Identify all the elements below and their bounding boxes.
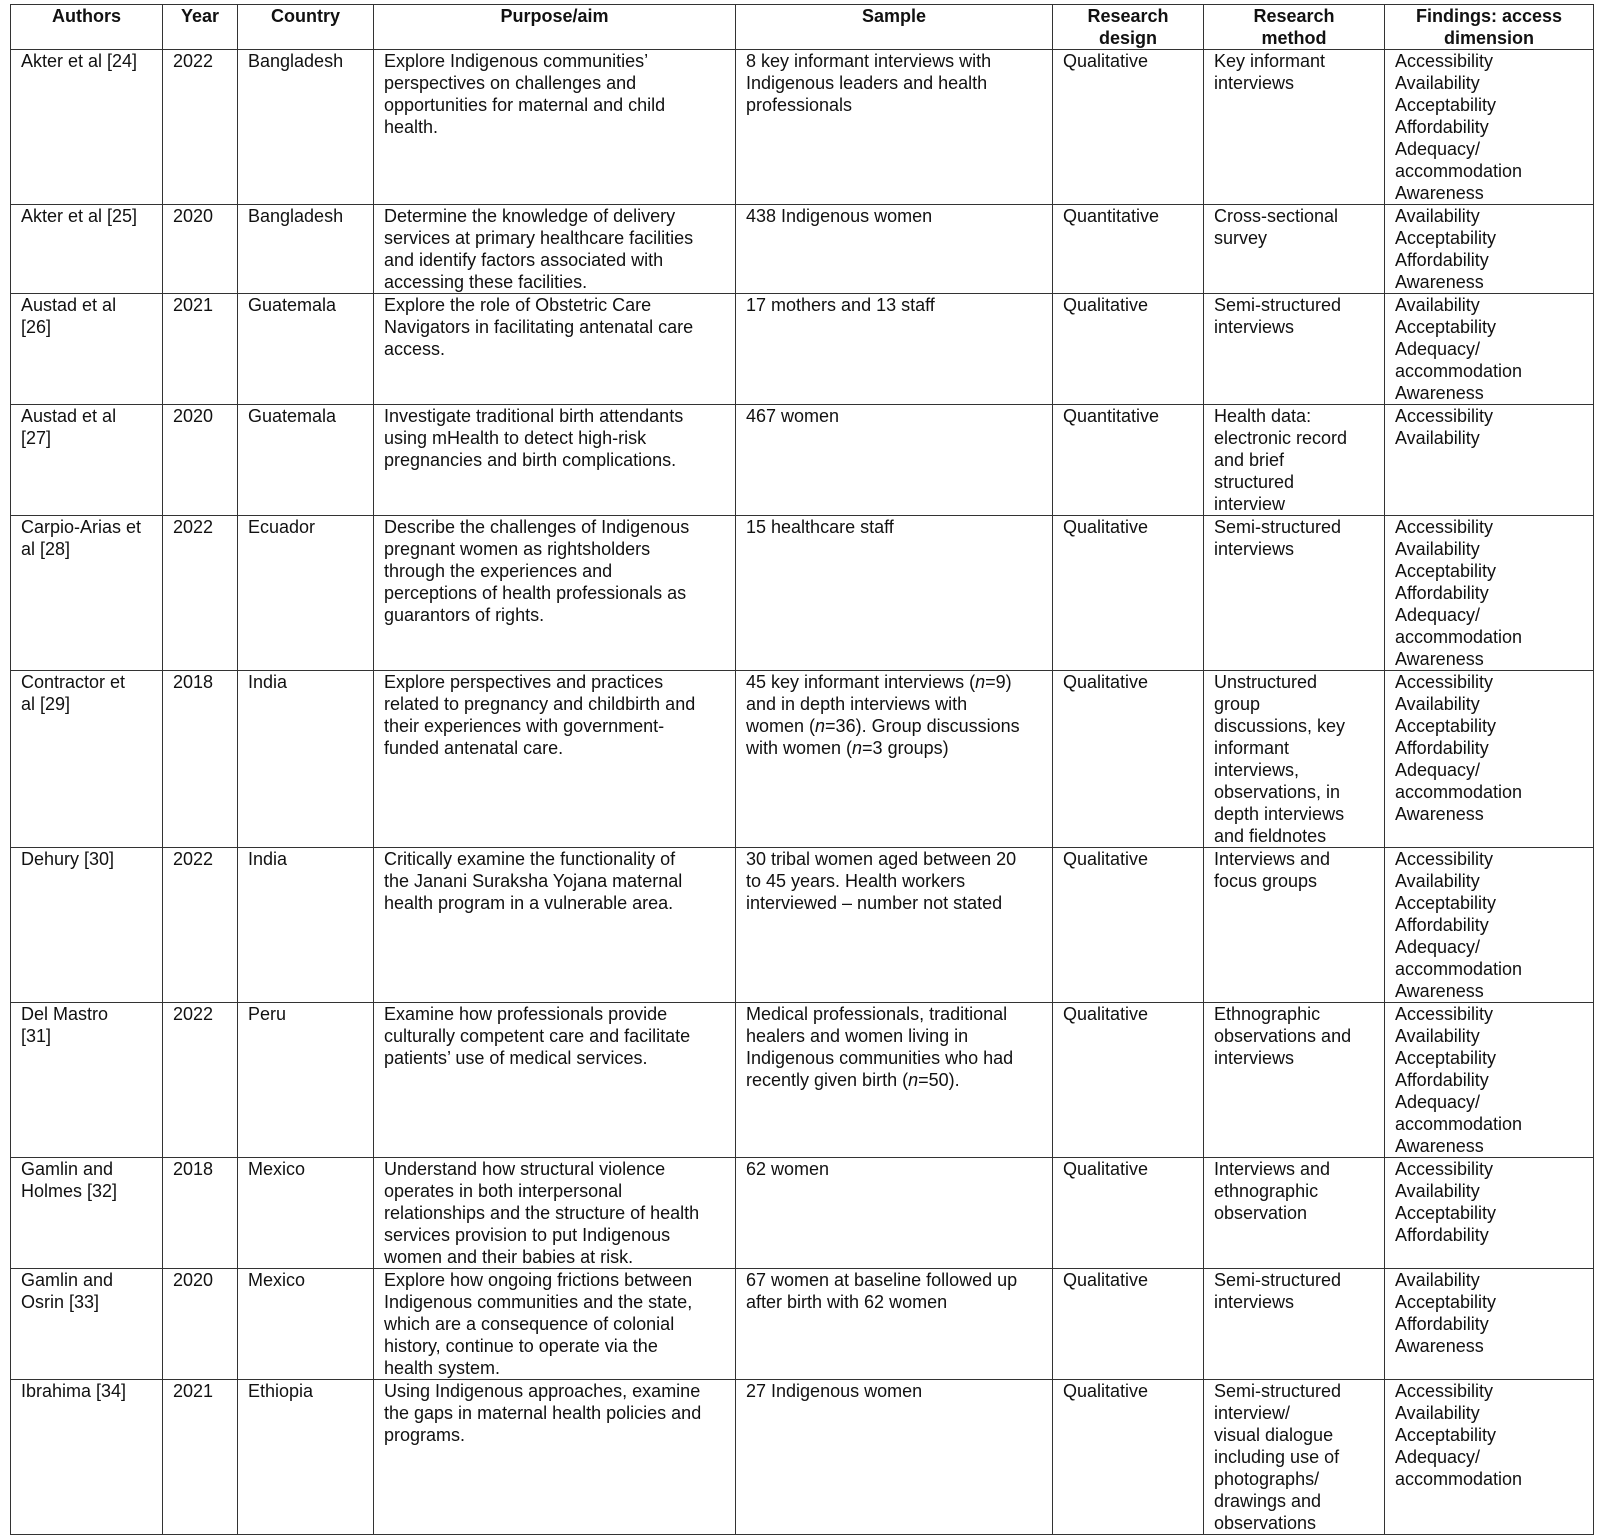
cell-authors <box>11 205 163 294</box>
findings-line: Acceptability <box>1395 893 1497 913</box>
purpose-line: Explore how ongoing frictions between <box>384 1270 693 1290</box>
header-purpose: Purpose/aim <box>374 5 736 50</box>
purpose-line: using mHealth to detect high-risk <box>384 428 647 448</box>
cell-sample <box>736 205 1053 294</box>
table-row <box>11 1003 1594 1158</box>
cell-authors <box>11 50 163 205</box>
findings-line: Availability <box>1395 206 1480 226</box>
purpose-line: through the experiences and <box>384 561 613 581</box>
cell-findings <box>1385 1269 1594 1380</box>
authors-line: Akter et al [24] <box>21 51 138 71</box>
cell-purpose <box>374 405 736 516</box>
cell-purpose <box>374 1003 736 1158</box>
findings-line: accommodation <box>1395 627 1523 647</box>
authors-line: Gamlin and <box>21 1159 114 1179</box>
cell-findings <box>1385 405 1594 516</box>
cell-design: Qualitative <box>1053 1158 1204 1269</box>
findings-line: Acceptability <box>1395 1203 1497 1223</box>
sample-line: women (n=36). Group discussions <box>746 716 1020 736</box>
cell-sample <box>736 516 1053 671</box>
cell-purpose <box>374 671 736 848</box>
purpose-line: and identify factors associated with <box>384 250 664 270</box>
purpose-line: relationships and the structure of health <box>384 1203 700 1223</box>
cell-design: Qualitative <box>1053 1380 1204 1535</box>
method-line: Cross-sectional <box>1214 206 1339 226</box>
cell-findings <box>1385 516 1594 671</box>
sample-line: healers and women living in <box>746 1026 969 1046</box>
findings-line: Adequacy/ <box>1395 1447 1481 1467</box>
method-line: photographs/ <box>1214 1469 1320 1489</box>
method-line: interview/ <box>1214 1403 1291 1423</box>
findings-line: Availability <box>1395 73 1480 93</box>
findings-line: Availability <box>1395 1181 1480 1201</box>
sample-line: and in depth interviews with <box>746 694 968 714</box>
cell-sample <box>736 50 1053 205</box>
method-line: electronic record <box>1214 428 1348 448</box>
method-line: informant <box>1214 738 1290 758</box>
cell-country: Bangladesh <box>238 50 374 205</box>
findings-line: Acceptability <box>1395 95 1497 115</box>
findings-line: Affordability <box>1395 915 1489 935</box>
findings-line: Adequacy/ <box>1395 937 1481 957</box>
purpose-line: opportunities for maternal and child <box>384 95 666 115</box>
cell-authors <box>11 1380 163 1535</box>
purpose-line: the Janani Suraksha Yojana maternal <box>384 871 683 891</box>
cell-authors <box>11 405 163 516</box>
header-method <box>1204 5 1385 50</box>
header-findings-line: Findings: access <box>1415 6 1563 26</box>
method-line: Semi-structured <box>1214 1270 1342 1290</box>
findings-line: Affordability <box>1395 738 1489 758</box>
method-line: including use of <box>1214 1447 1340 1467</box>
cell-method <box>1204 50 1385 205</box>
findings-line: Accessibility <box>1395 849 1494 869</box>
authors-line: [27] <box>21 428 52 448</box>
purpose-line: Critically examine the functionality of <box>384 849 676 869</box>
header-design-line: Research <box>1087 6 1169 26</box>
cell-method <box>1204 516 1385 671</box>
method-line: Interviews and <box>1214 849 1331 869</box>
cell-year: 2022 <box>163 848 238 1003</box>
method-line: Semi-structured <box>1214 1381 1342 1401</box>
purpose-line: Examine how professionals provide <box>384 1004 668 1024</box>
authors-line: Carpio-Arias et <box>21 517 142 537</box>
cell-design: Qualitative <box>1053 294 1204 405</box>
authors-line: Austad et al <box>21 295 117 315</box>
purpose-line: accessing these facilities. <box>384 272 588 292</box>
cell-method <box>1204 1269 1385 1380</box>
cell-purpose <box>374 516 736 671</box>
findings-line: Acceptability <box>1395 228 1497 248</box>
header-country: Country <box>238 5 374 50</box>
method-line: Ethnographic <box>1214 1004 1321 1024</box>
cell-sample <box>736 1158 1053 1269</box>
method-line: Interviews and <box>1214 1159 1331 1179</box>
header-method-line: Research <box>1253 6 1335 26</box>
method-line: survey <box>1214 228 1268 248</box>
sample-line: with women (n=3 groups) <box>746 738 949 758</box>
findings-line: Accessibility <box>1395 51 1494 71</box>
sample-line: Indigenous leaders and health <box>746 73 988 93</box>
header-year: Year <box>163 5 238 50</box>
sample-line: 62 women <box>746 1159 830 1179</box>
cell-method <box>1204 671 1385 848</box>
header-findings-line: dimension <box>1443 28 1534 48</box>
authors-line: [26] <box>21 317 52 337</box>
cell-year: 2022 <box>163 516 238 671</box>
authors-line: Osrin [33] <box>21 1292 100 1312</box>
method-line: interviews <box>1214 539 1295 559</box>
purpose-line: Describe the challenges of Indigenous <box>384 517 690 537</box>
purpose-line: patients’ use of medical services. <box>384 1048 648 1068</box>
method-line: Key informant <box>1214 51 1326 71</box>
table-row <box>11 50 1594 205</box>
authors-line: Contractor et <box>21 672 126 692</box>
findings-line: Affordability <box>1395 1314 1489 1334</box>
cell-country: Ecuador <box>238 516 374 671</box>
findings-line: Affordability <box>1395 583 1489 603</box>
sample-line: to 45 years. Health workers <box>746 871 966 891</box>
findings-line: accommodation <box>1395 782 1523 802</box>
header-design <box>1053 5 1204 50</box>
cell-design: Qualitative <box>1053 1003 1204 1158</box>
cell-design: Qualitative <box>1053 1269 1204 1380</box>
findings-line: Acceptability <box>1395 1425 1497 1445</box>
header-authors: Authors <box>11 5 163 50</box>
purpose-line: Explore the role of Obstetric Care <box>384 295 652 315</box>
purpose-line: Explore perspectives and practices <box>384 672 664 692</box>
cell-findings <box>1385 1003 1594 1158</box>
purpose-line: history, continue to operate via the <box>384 1336 658 1356</box>
findings-line: Accessibility <box>1395 1159 1494 1179</box>
cell-country: Mexico <box>238 1158 374 1269</box>
findings-line: Accessibility <box>1395 1004 1494 1024</box>
findings-line: Awareness <box>1395 183 1484 203</box>
method-line: observations and <box>1214 1026 1352 1046</box>
findings-line: Awareness <box>1395 981 1484 1001</box>
cell-purpose <box>374 50 736 205</box>
purpose-line: their experiences with government- <box>384 716 665 736</box>
cell-country: Guatemala <box>238 294 374 405</box>
cell-country: Guatemala <box>238 405 374 516</box>
method-line: interviews, <box>1214 760 1300 780</box>
cell-findings <box>1385 1158 1594 1269</box>
sample-line: 67 women at baseline followed up <box>746 1270 1018 1290</box>
cell-findings <box>1385 848 1594 1003</box>
cell-year: 2020 <box>163 205 238 294</box>
sample-line: interviewed – number not stated <box>746 893 1003 913</box>
findings-line: Adequacy/ <box>1395 1092 1481 1112</box>
cell-method <box>1204 205 1385 294</box>
cell-purpose <box>374 294 736 405</box>
sample-line: after birth with 62 women <box>746 1292 948 1312</box>
sample-line: 15 healthcare staff <box>746 517 894 537</box>
method-line: observation <box>1214 1203 1308 1223</box>
cell-country: Ethiopia <box>238 1380 374 1535</box>
purpose-line: Understand how structural violence <box>384 1159 666 1179</box>
purpose-line: women and their babies at risk. <box>384 1247 634 1267</box>
method-line: Semi-structured <box>1214 295 1342 315</box>
cell-authors <box>11 294 163 405</box>
purpose-line: access. <box>384 339 446 359</box>
sample-line: Indigenous communities who had <box>746 1048 1014 1068</box>
cell-findings <box>1385 671 1594 848</box>
table-row <box>11 1269 1594 1380</box>
findings-line: Availability <box>1395 1026 1480 1046</box>
method-line: focus groups <box>1214 871 1318 891</box>
findings-line: Adequacy/ <box>1395 339 1481 359</box>
findings-line: Availability <box>1395 539 1480 559</box>
sample-line: Medical professionals, traditional <box>746 1004 1008 1024</box>
findings-line: Adequacy/ <box>1395 139 1481 159</box>
table-row <box>11 1158 1594 1269</box>
method-line: group <box>1214 694 1261 714</box>
cell-findings <box>1385 50 1594 205</box>
cell-sample <box>736 1380 1053 1535</box>
cell-year: 2018 <box>163 1158 238 1269</box>
cell-purpose <box>374 848 736 1003</box>
table-row <box>11 205 1594 294</box>
purpose-line: perspectives on challenges and <box>384 73 637 93</box>
cell-design: Quantitative <box>1053 405 1204 516</box>
findings-line: Availability <box>1395 428 1480 448</box>
sample-line: 8 key informant interviews with <box>746 51 992 71</box>
cell-design: Qualitative <box>1053 50 1204 205</box>
findings-line: Availability <box>1395 871 1480 891</box>
findings-line: Awareness <box>1395 1136 1484 1156</box>
purpose-line: culturally competent care and facilitate <box>384 1026 691 1046</box>
purpose-line: which are a consequence of colonial <box>384 1314 675 1334</box>
findings-line: Affordability <box>1395 1070 1489 1090</box>
sample-line: 27 Indigenous women <box>746 1381 923 1401</box>
authors-line: Austad et al <box>21 406 117 426</box>
header-sample: Sample <box>736 5 1053 50</box>
sample-line: 467 women <box>746 406 840 426</box>
table-row <box>11 671 1594 848</box>
cell-design: Qualitative <box>1053 848 1204 1003</box>
method-line: depth interviews <box>1214 804 1345 824</box>
sample-line: 30 tribal women aged between 20 <box>746 849 1017 869</box>
purpose-line: Determine the knowledge of delivery <box>384 206 676 226</box>
cell-country: Bangladesh <box>238 205 374 294</box>
purpose-line: programs. <box>384 1425 466 1445</box>
purpose-line: pregnancies and birth complications. <box>384 450 677 470</box>
cell-year: 2022 <box>163 50 238 205</box>
purpose-line: operates in both interpersonal <box>384 1181 623 1201</box>
sample-line: 438 Indigenous women <box>746 206 933 226</box>
purpose-line: related to pregnancy and childbirth and <box>384 694 696 714</box>
findings-line: Awareness <box>1395 804 1484 824</box>
cell-purpose <box>374 1269 736 1380</box>
cell-year: 2021 <box>163 1380 238 1535</box>
cell-design: Qualitative <box>1053 516 1204 671</box>
method-line: interviews <box>1214 1292 1295 1312</box>
cell-authors <box>11 848 163 1003</box>
studies-table <box>10 4 1594 1535</box>
findings-line: Awareness <box>1395 649 1484 669</box>
method-line: and fieldnotes <box>1214 826 1327 846</box>
findings-line: accommodation <box>1395 161 1523 181</box>
findings-line: Affordability <box>1395 250 1489 270</box>
sample-line: professionals <box>746 95 853 115</box>
findings-line: Acceptability <box>1395 1292 1497 1312</box>
method-line: Health data: <box>1214 406 1312 426</box>
authors-line: Dehury [30] <box>21 849 115 869</box>
cell-sample <box>736 294 1053 405</box>
header-row <box>11 5 1594 50</box>
findings-line: Availability <box>1395 1403 1480 1423</box>
method-line: interviews <box>1214 1048 1295 1068</box>
findings-line: Accessibility <box>1395 406 1494 426</box>
header-findings <box>1385 5 1594 50</box>
cell-design: Qualitative <box>1053 671 1204 848</box>
cell-sample <box>736 671 1053 848</box>
cell-method <box>1204 1380 1385 1535</box>
cell-authors <box>11 516 163 671</box>
cell-year: 2020 <box>163 1269 238 1380</box>
purpose-line: Investigate traditional birth attendants <box>384 406 684 426</box>
findings-line: Accessibility <box>1395 1381 1494 1401</box>
cell-year: 2021 <box>163 294 238 405</box>
cell-method <box>1204 1158 1385 1269</box>
cell-method <box>1204 294 1385 405</box>
method-line: and brief <box>1214 450 1285 470</box>
purpose-line: health system. <box>384 1358 501 1378</box>
method-line: interviews <box>1214 317 1295 337</box>
cell-authors <box>11 1269 163 1380</box>
cell-method <box>1204 1003 1385 1158</box>
findings-line: accommodation <box>1395 361 1523 381</box>
authors-line: Ibrahima [34] <box>21 1381 127 1401</box>
cell-sample <box>736 405 1053 516</box>
authors-line: Holmes [32] <box>21 1181 118 1201</box>
sample-line: 45 key informant interviews (n=9) <box>746 672 1012 692</box>
cell-year: 2022 <box>163 1003 238 1158</box>
authors-line: al [28] <box>21 539 71 559</box>
cell-purpose <box>374 1158 736 1269</box>
authors-line: [31] <box>21 1026 52 1046</box>
purpose-line: health. <box>384 117 439 137</box>
method-line: visual dialogue <box>1214 1425 1334 1445</box>
cell-findings <box>1385 205 1594 294</box>
findings-line: Acceptability <box>1395 317 1497 337</box>
findings-line: Adequacy/ <box>1395 605 1481 625</box>
table-row <box>11 294 1594 405</box>
findings-line: Availability <box>1395 295 1480 315</box>
purpose-line: funded antenatal care. <box>384 738 564 758</box>
sample-line: 17 mothers and 13 staff <box>746 295 935 315</box>
findings-line: accommodation <box>1395 959 1523 979</box>
method-line: observations <box>1214 1513 1317 1533</box>
method-line: discussions, key <box>1214 716 1346 736</box>
authors-line: Akter et al [25] <box>21 206 138 226</box>
authors-line: al [29] <box>21 694 71 714</box>
table-row <box>11 848 1594 1003</box>
cell-method <box>1204 405 1385 516</box>
cell-year: 2020 <box>163 405 238 516</box>
method-line: Unstructured <box>1214 672 1318 692</box>
cell-country: Peru <box>238 1003 374 1158</box>
findings-line: accommodation <box>1395 1114 1523 1134</box>
purpose-line: perceptions of health professionals as <box>384 583 687 603</box>
header-design-line: design <box>1098 28 1157 48</box>
findings-line: Awareness <box>1395 1336 1484 1356</box>
cell-authors <box>11 671 163 848</box>
findings-line: Availability <box>1395 694 1480 714</box>
purpose-line: guarantors of rights. <box>384 605 545 625</box>
cell-method <box>1204 848 1385 1003</box>
findings-line: Affordability <box>1395 1225 1489 1245</box>
table-row <box>11 516 1594 671</box>
cell-sample <box>736 1269 1053 1380</box>
authors-line: Gamlin and <box>21 1270 114 1290</box>
cell-purpose <box>374 205 736 294</box>
cell-authors <box>11 1158 163 1269</box>
cell-country: Mexico <box>238 1269 374 1380</box>
cell-findings <box>1385 1380 1594 1535</box>
method-line: interview <box>1214 494 1286 514</box>
findings-line: Availability <box>1395 1270 1480 1290</box>
table-row <box>11 405 1594 516</box>
findings-line: Acceptability <box>1395 716 1497 736</box>
findings-line: accommodation <box>1395 1469 1523 1489</box>
purpose-line: Navigators in facilitating antenatal care <box>384 317 694 337</box>
authors-line: Del Mastro <box>21 1004 109 1024</box>
cell-sample <box>736 1003 1053 1158</box>
findings-line: Acceptability <box>1395 561 1497 581</box>
cell-findings <box>1385 294 1594 405</box>
findings-line: Awareness <box>1395 383 1484 403</box>
purpose-line: services provision to put Indigenous <box>384 1225 671 1245</box>
method-line: Semi-structured <box>1214 517 1342 537</box>
method-line: observations, in <box>1214 782 1341 802</box>
table-row <box>11 1380 1594 1535</box>
sample-line: recently given birth (n=50). <box>746 1070 960 1090</box>
findings-line: Acceptability <box>1395 1048 1497 1068</box>
cell-purpose <box>374 1380 736 1535</box>
findings-line: Adequacy/ <box>1395 760 1481 780</box>
cell-design: Quantitative <box>1053 205 1204 294</box>
purpose-line: Indigenous communities and the state, <box>384 1292 693 1312</box>
table-body <box>11 50 1594 1535</box>
findings-line: Awareness <box>1395 272 1484 292</box>
findings-line: Accessibility <box>1395 517 1494 537</box>
purpose-line: services at primary healthcare facilities <box>384 228 694 248</box>
purpose-line: Using Indigenous approaches, examine <box>384 1381 701 1401</box>
purpose-line: pregnant women as rightsholders <box>384 539 651 559</box>
findings-line: Affordability <box>1395 117 1489 137</box>
cell-authors <box>11 1003 163 1158</box>
purpose-line: the gaps in maternal health policies and <box>384 1403 702 1423</box>
cell-sample <box>736 848 1053 1003</box>
cell-year: 2018 <box>163 671 238 848</box>
findings-line: Accessibility <box>1395 672 1494 692</box>
purpose-line: health program in a vulnerable area. <box>384 893 674 913</box>
cell-country: India <box>238 671 374 848</box>
purpose-line: Explore Indigenous communities’ <box>384 51 649 71</box>
header-method-line: method <box>1261 28 1327 48</box>
method-line: structured <box>1214 472 1295 492</box>
method-line: ethnographic <box>1214 1181 1319 1201</box>
cell-country: India <box>238 848 374 1003</box>
method-line: drawings and <box>1214 1491 1322 1511</box>
method-line: interviews <box>1214 73 1295 93</box>
